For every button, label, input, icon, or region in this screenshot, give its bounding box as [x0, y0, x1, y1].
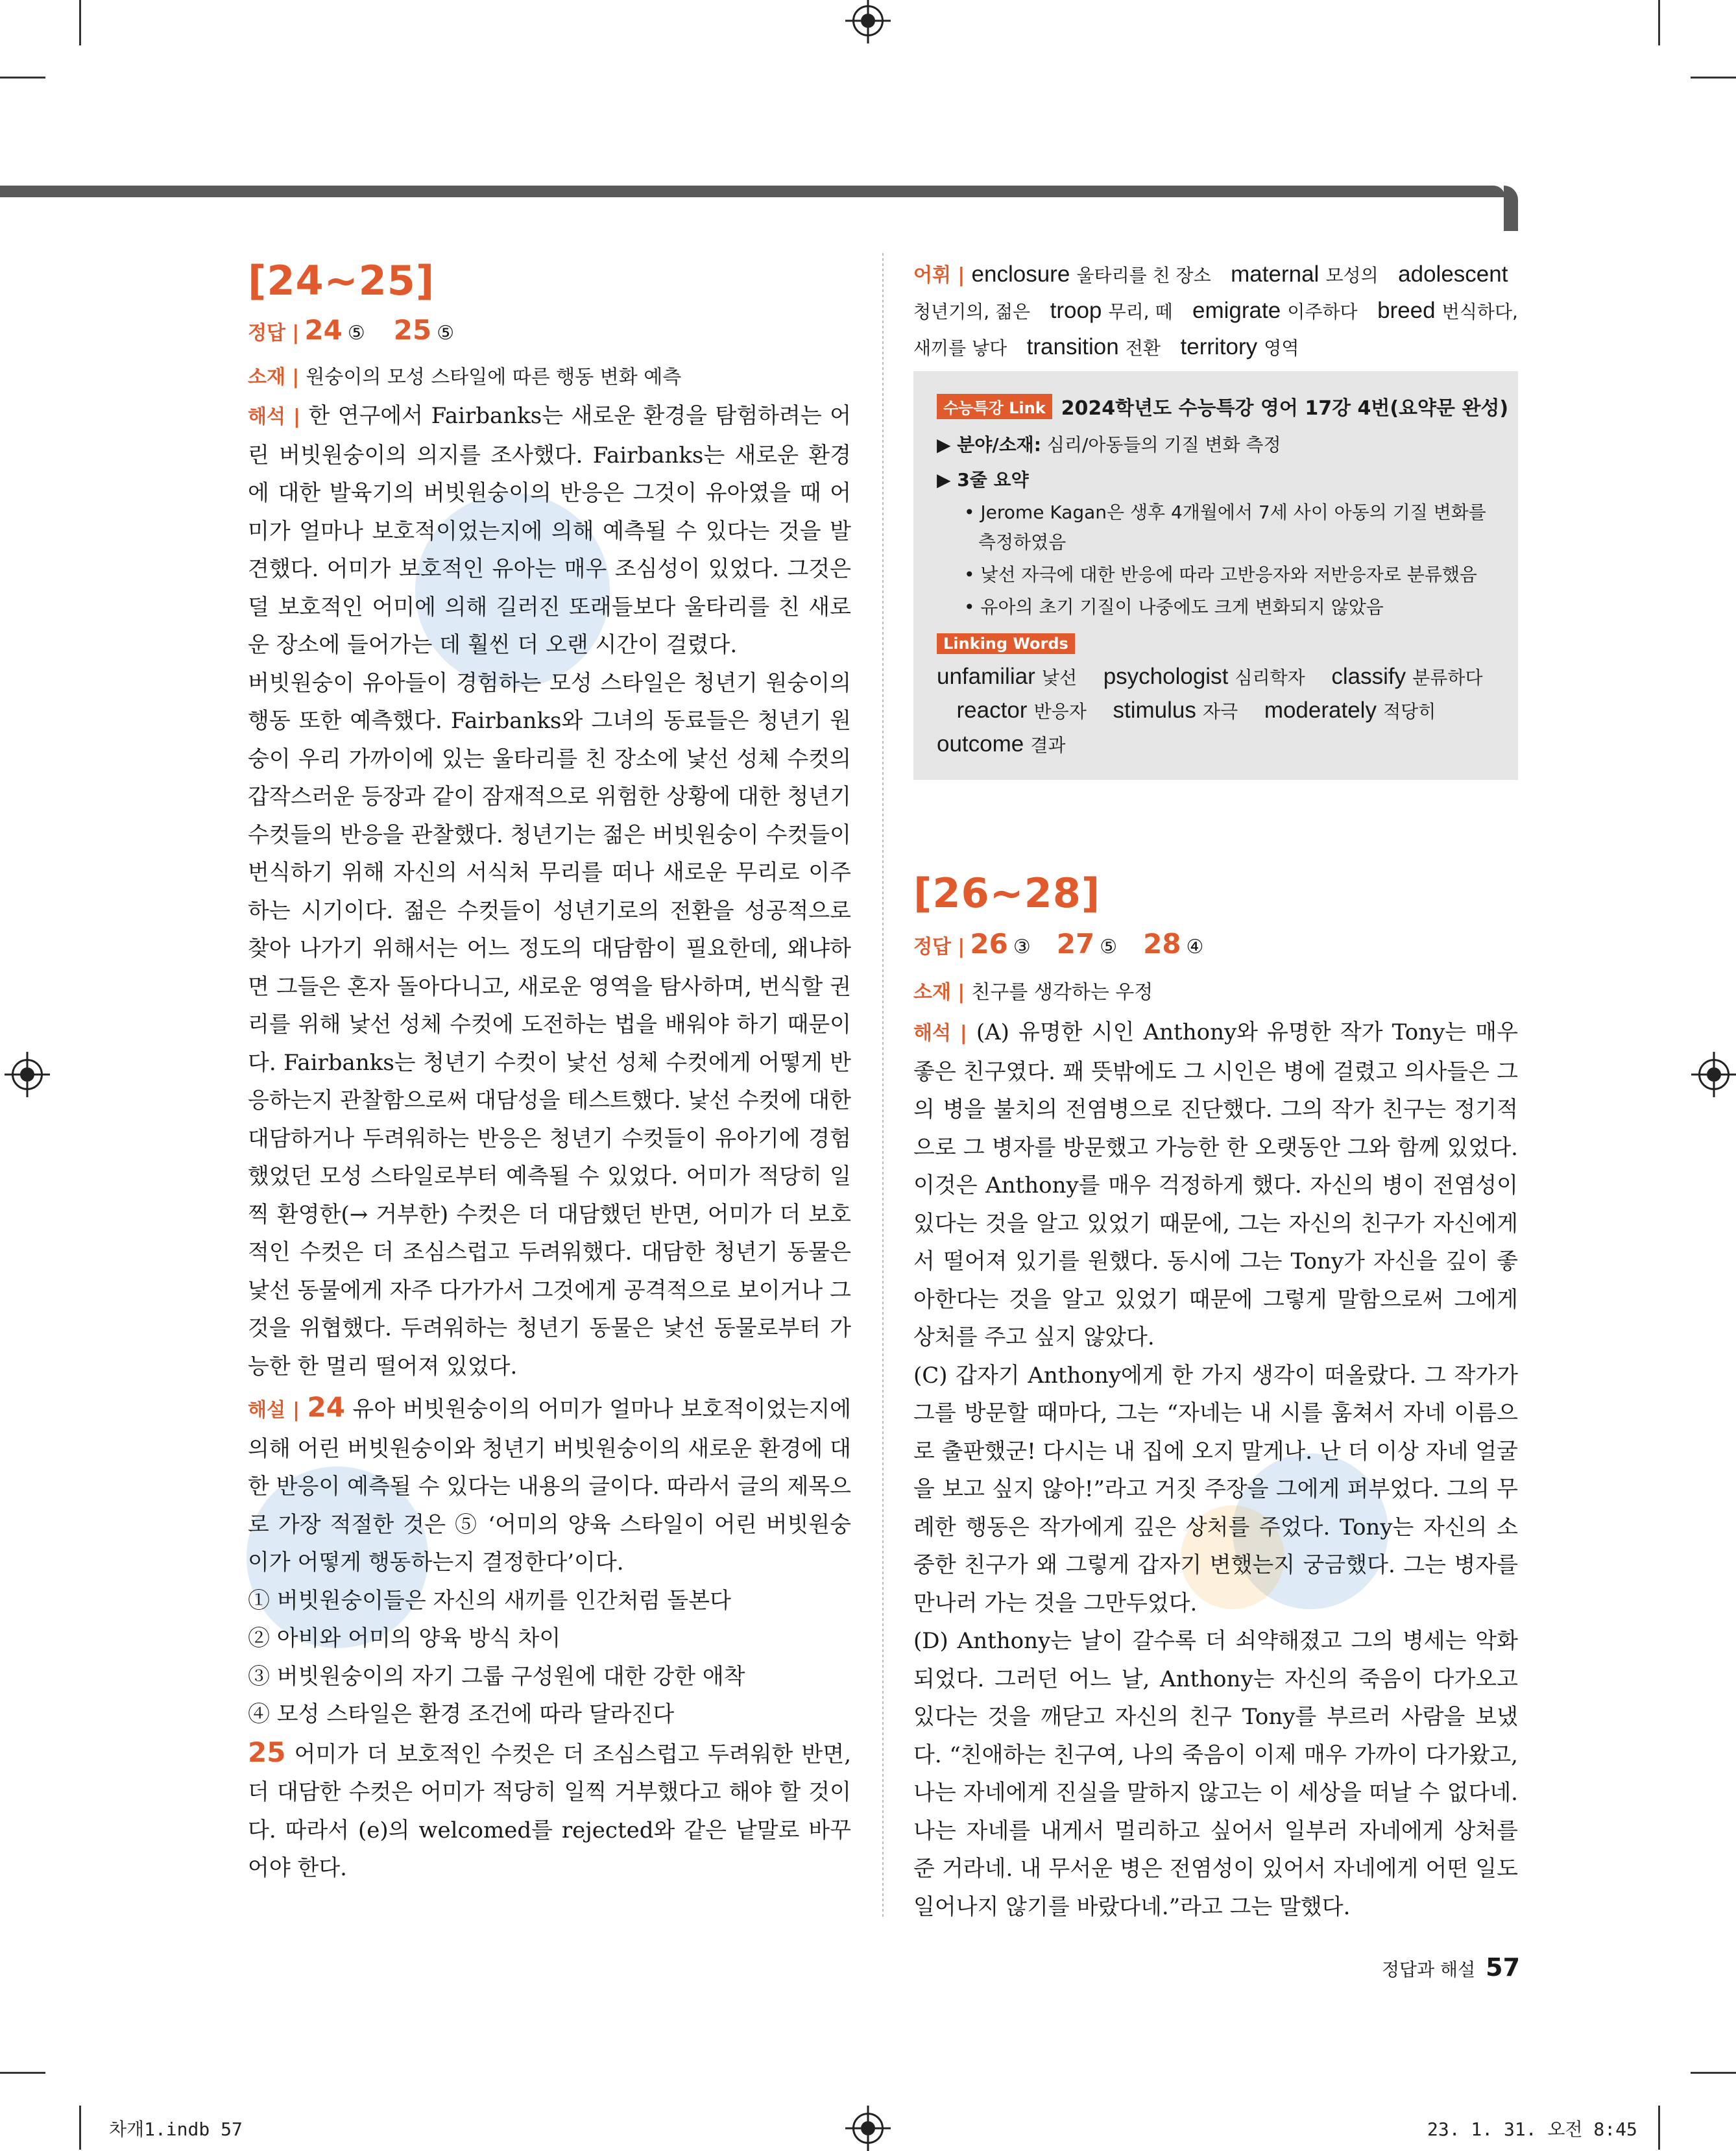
vocab-meaning: 청년기의, 젊은	[913, 301, 1031, 322]
footer-filename: 차개1.indb 57	[109, 2119, 243, 2140]
crop-mark	[0, 2072, 45, 2074]
linking-words-list	[937, 661, 1499, 762]
link-field: 심리/아동들의 기질 변화 측정	[1046, 434, 1281, 456]
crop-mark	[1658, 2106, 1660, 2150]
crop-mark	[79, 0, 81, 45]
answer-number: 28	[1143, 928, 1181, 960]
vocab-word: enclosure	[971, 261, 1070, 287]
footer-timestamp: 23. 1. 31. 오전 8:45	[1427, 2119, 1637, 2140]
topic-text: 친구를 생각하는 우정	[971, 981, 1153, 1004]
linking-word: psychologist	[1103, 664, 1229, 689]
vocab-word: maternal	[1231, 261, 1320, 287]
vocab-block	[913, 257, 1518, 366]
vocab-meaning: 번식하다, 새끼를 낳다	[913, 301, 1518, 359]
crop-mark	[79, 2106, 81, 2150]
link-title: 2024학년도 수능특강 영어 17강 4번(요약문 완성)	[1061, 397, 1509, 420]
vocab-word: adolescent	[1398, 261, 1508, 287]
vocab-meaning: 이주하다	[1287, 301, 1358, 322]
registration-mark-icon	[852, 5, 884, 36]
linking-word: reactor	[956, 698, 1028, 723]
linking-meaning: 결과	[1030, 735, 1066, 756]
linking-meaning: 적당히	[1383, 701, 1436, 722]
topic-label: 소재 |	[248, 366, 300, 389]
answer-number: 27	[1056, 928, 1095, 960]
section-title-24-25: [24~25]	[248, 257, 435, 304]
column-divider	[882, 253, 884, 1917]
linking-word: stimulus	[1113, 698, 1196, 723]
registration-mark-icon	[1698, 1059, 1730, 1090]
topic-row	[913, 976, 1153, 1004]
crop-mark	[1691, 77, 1736, 79]
explanation-label: 해설 |	[248, 1399, 300, 1422]
link-tag: 수능특강 Link	[937, 394, 1052, 419]
link-summary-label: ▶ 3줄 요약	[937, 469, 1029, 491]
answer-choice: ⑤	[1100, 936, 1118, 958]
link-summary-item: • Jerome Kagan은 생후 4개월에서 7세 사이 아동의 기질 변화를	[964, 502, 1486, 523]
linking-words-tag: Linking Words	[937, 633, 1075, 654]
translation-paragraph: (D) Anthony는 날이 갈수록 더 쇠약해졌고 그의 병세는 악화되었다. 그러던 어느 날, Anthony는 자신의 죽음이 다가오고 있다는 것을 깨닫고 자신의 친구 Tony를 부르러 사람을 보냈다. “친애하는 친구여, 나의 죽음이 이제 매우 가까이 다가왔고, 나는 자네에게 진실을 말하지 않고는 이 세상을 떠날 수 없다네. 나는 자네를 내게서 멀리하고 싶어서 일부러 자네에게 상처를 준 거라네. 내 무서운 병은 전염성이 있어서 자네에게 어떤 일도 일어나지 않기를 바랐다네.”라고 그는 말했다.	[913, 1628, 1518, 1920]
linking-meaning: 심리학자	[1235, 667, 1305, 688]
explanation-text: 어미가 더 보호적인 수컷은 더 조심스럽고 두려워한 반면, 더 대담한 수컷은 어미가 적당히 일찍 거부했다고 해야 할 것이다. 따라서 (e)의 welcomed를 rejected와 같은 낱말로 바꾸어야 한다.	[248, 1741, 851, 1881]
linking-meaning: 낯선	[1041, 667, 1078, 688]
topic-text: 원숭이의 모성 스타일에 따른 행동 변화 예측	[306, 366, 682, 389]
translation-paragraph: (C) 갑자기 Anthony에게 한 가지 생각이 떠올랐다. 그 작가가 그를 방문할 때마다, 그는 “자네는 내 시를 훔쳐서 자네 이름으로 출판했군! 다시는 내 집에 오지 말게나. 난 더 이상 자네 얼굴을 보고 싶지 않아!”라고 거짓 주장을 그에게 퍼부었다. 그의 무례한 행동은 작가에게 깊은 상처를 주었다. Tony는 자신의 소중한 친구가 왜 그렇게 갑자기 변했는지 궁금했다. 그는 병자를 만나러 가는 것을 그만두었다.	[913, 1362, 1518, 1616]
header-bar	[0, 186, 1505, 197]
crop-mark	[0, 77, 45, 79]
crop-mark	[1658, 0, 1660, 45]
linking-word: classify	[1331, 664, 1406, 689]
topic-row	[248, 361, 681, 389]
answer-row	[248, 314, 454, 346]
vocab-meaning: 영역	[1264, 337, 1299, 359]
vocab-word: troop	[1050, 298, 1102, 323]
answer-number: 26	[970, 928, 1008, 960]
explanation-text: 유아 버빗원숭이의 어미가 얼마나 보호적이었는지에 의해 어린 버빗원숭이와 청년기 버빗원숭이의 새로운 환경에 대한 반응이 예측될 수 있다는 내용의 글이다. 따라서 글의 제목으로 가장 적절한 것은 ⑤ ‘어미의 양육 스타일이 어린 버빗원숭이가 어떻게 행동하는지 결정한다’이다.	[248, 1396, 852, 1575]
topic-label: 소재 |	[913, 981, 965, 1004]
link-box-header	[937, 392, 1508, 420]
answer-label: 정답 |	[248, 322, 300, 345]
vocab-word: transition	[1026, 334, 1119, 359]
page-number-row	[1382, 1953, 1520, 1982]
option-item: ② 아비와 어미의 양육 방식 차이	[248, 1625, 561, 1651]
vocab-meaning: 울타리를 친 장소	[1076, 265, 1211, 286]
vocab-word: territory	[1180, 334, 1258, 359]
link-summary-item: • 유아의 초기 기질이 나중에도 크게 변화되지 않았음	[964, 596, 1384, 618]
explanation-block	[248, 1389, 851, 1888]
translation-label: 해석 |	[913, 1022, 967, 1045]
page-number: 57	[1486, 1953, 1521, 1982]
explanation-number: 25	[248, 1736, 286, 1768]
vocab-word: breed	[1377, 298, 1436, 323]
linking-word: unfamiliar	[937, 664, 1035, 689]
option-item: ① 버빗원숭이들은 자신의 새끼를 인간처럼 돌본다	[248, 1587, 731, 1614]
explanation-number: 24	[307, 1391, 345, 1423]
answer-number: 25	[393, 314, 432, 346]
registration-mark-icon	[12, 1059, 43, 1090]
answer-label: 정답 |	[913, 936, 965, 958]
answer-choice: ④	[1186, 936, 1204, 958]
answer-row	[913, 928, 1203, 960]
page-label: 정답과 해설	[1382, 1959, 1476, 1980]
link-box	[913, 371, 1518, 780]
crop-mark	[1691, 2072, 1736, 2074]
registration-mark-icon	[852, 2113, 884, 2144]
answer-number: 24	[304, 314, 343, 346]
linking-meaning: 반응자	[1033, 701, 1087, 722]
section-title-26-28: [26~28]	[913, 869, 1101, 917]
link-summary-item: 측정하였음	[978, 531, 1067, 553]
header-bar-end	[1504, 186, 1518, 231]
linking-meaning: 자극	[1203, 701, 1238, 722]
linking-words-tag-wrap	[937, 633, 1075, 654]
linking-word: moderately	[1264, 698, 1377, 723]
linking-word: outcome	[937, 731, 1024, 757]
translation-paragraph: 버빗원숭이 유아들이 경험하는 모성 스타일은 청년기 원숭이의 행동 또한 예측했다. Fairbanks와 그녀의 동료들은 청년기 원숭이 우리 가까이에 있는 울타리를 친 장소에 낯선 성체 수컷의 갑작스러운 등장과 같이 잠재적으로 위험한 상황에 대한 청년기 수컷들의 반응을 관찰했다. 청년기는 젊은 버빗원숭이 수컷들이 번식하기 위해 자신의 서식처 무리를 떠나 새로운 무리로 이주하는 시기이다. 젊은 수컷들이 성년기로의 전환을 성공적으로 찾아 나가기 위해서는 어느 정도의 대담함이 필요한데, 왜냐하면 그들은 혼자 돌아다니고, 새로운 영역을 탐사하며, 번식할 권리를 위해 낯선 성체 수컷에 도전하는 법을 배워야 하기 때문이다. Fairbanks는 청년기 수컷이 낯선 성체 수컷에게 어떻게 반응하는지 관찰함으로써 대담성을 테스트했다. 낯선 수컷에 대한 대담하거나 두려워하는 반응은 청년기 수컷들이 유아기에 경험했었던 모성 스타일로부터 예측될 수 있었다. 어미가 적당히 일찍 환영한(→ 거부한) 수컷은 더 대담했던 반면, 어미가 더 보호적인 수컷은 더 조심스럽고 두려워했다. 대담한 청년기 동물은 낯선 동물에게 자주 다가가서 그것에게 공격적으로 보이거나 그것을 위협했다. 두려워하는 청년기 동물은 낯선 동물로부터 가능한 한 멀리 떨어져 있었다.	[248, 670, 851, 1379]
translation-block	[913, 1014, 1518, 1926]
answer-choice: ③	[1013, 936, 1031, 958]
translation-block	[248, 397, 851, 1385]
answer-choice: ⑤	[437, 322, 455, 345]
vocab-meaning: 전환	[1125, 337, 1161, 359]
linking-meaning: 분류하다	[1412, 667, 1483, 688]
vocab-word: emigrate	[1192, 298, 1281, 323]
link-field-label: ▶ 분야/소재:	[937, 434, 1041, 456]
link-summary-item: • 낯선 자극에 대한 반응에 따라 고반응자와 저반응자로 분류했음	[964, 564, 1477, 585]
answer-choice: ⑤	[347, 322, 365, 345]
translation-paragraph: 한 연구에서 Fairbanks는 새로운 환경을 탐험하려는 어린 버빗원숭이의 의지를 조사했다. Fairbanks는 새로운 환경에 대한 발육기의 버빗원숭이의 반응은 그것이 유아였을 때 어미가 얼마나 보호적이었는지에 의해 예측될 수 있다는 것을 발견했다. 어미가 보호적인 유아는 매우 조심성이 있었다. 그것은 덜 보호적인 어미에 의해 길러진 또래들보다 울타리를 친 새로운 장소에 들어가는 데 훨씬 더 오랜 시간이 걸렸다.	[248, 403, 851, 658]
vocab-meaning: 무리, 떼	[1108, 301, 1173, 322]
vocab-meaning: 모성의	[1325, 265, 1379, 286]
translation-label: 해석 |	[248, 406, 300, 428]
option-item: ③ 버빗원숭이의 자기 그룹 구성원에 대한 강한 애착	[248, 1663, 745, 1690]
link-field-row	[937, 431, 1281, 457]
vocab-label: 어휘 |	[913, 264, 965, 287]
translation-paragraph: (A) 유명한 시인 Anthony와 유명한 작가 Tony는 매우 좋은 친구였다. 꽤 뜻밖에도 그 시인은 병에 걸렸고 의사들은 그의 병을 불치의 전염병으로 진단했다. 그의 작가 친구는 정기적으로 그 병자를 방문했고 가능한 한 오랫동안 그와 함께 있었다. 이것은 Anthony를 매우 걱정하게 했다. 자신의 병이 전염성이 있다는 것을 알고 있었기 때문에, 그는 자신의 친구가 자신에게서 떨어져 있기를 원했다. 동시에 그는 Tony가 자신을 깊이 좋아한다는 것을 알고 있었기 때문에 그렇게 말함으로써 그에게 상처를 주고 싶지 않았다.	[913, 1019, 1518, 1350]
option-item: ④ 모성 스타일은 환경 조건에 따라 달라진다	[248, 1701, 675, 1727]
